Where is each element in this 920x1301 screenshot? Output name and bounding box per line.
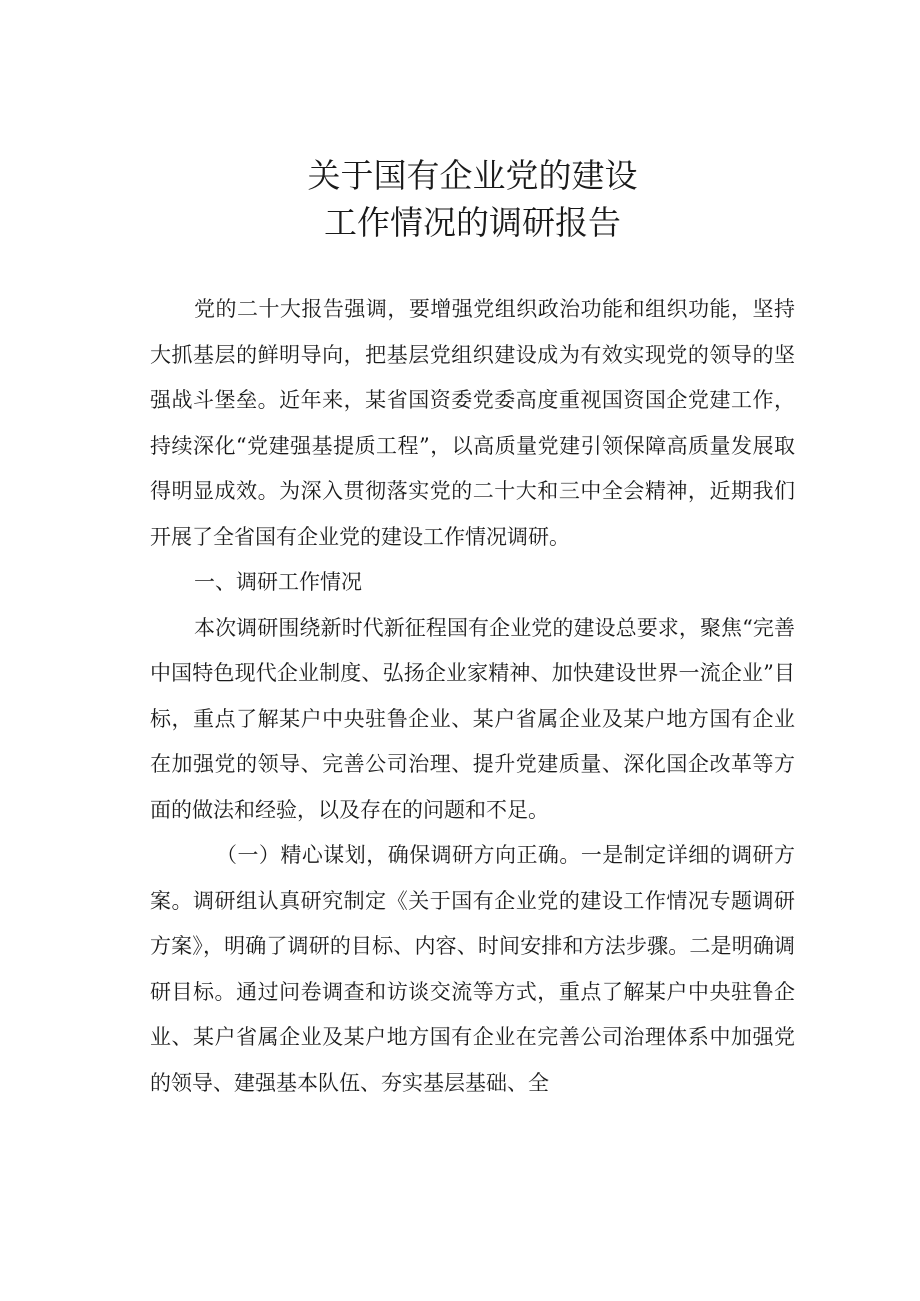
document-body [150,287,795,1106]
section-1-paragraph: 本次调研围绕新时代新征程国有企业党的建设总要求，聚焦“完善中国特色现代企业制度、弘扬企业家精神、加快建设世界一流企业”目标，重点了解某户中央驻鲁企业、某户省属企业及某户地方国有企业在加强党的领导、完善公司治理、提升党建质量、深化国企改革等方面的做法和经验，以及存在的问题和不足。 [150,615,795,822]
document-title [150,152,795,246]
section-heading-1: 一、调研工作情况 [194,570,362,594]
title-line-2: 工作情况的调研报告 [324,203,621,242]
subsection-1-paragraph: （一）精心谋划，确保调研方向正确。一是制定详细的调研方案。调研组认真研究制定《关于国有企业党的建设工作情况专题调研方案》，明确了调研的目标、内容、时间安排和方法步骤。二是明确调研目标。通过问卷调查和访谈交流等方式，重点了解某户中央驻鲁企业、某户省属企业及某户地方国有企业在完善公司治理体系中加强党的领导、建强基本队伍、夯实基层基础、全 [150,843,795,1095]
intro-paragraph: 党的二十大报告强调，要增强党组织政治功能和组织功能，坚持大抓基层的鲜明导向，把基层党组织建设成为有效实现党的领导的坚强战斗堡垒。近年来，某省国资委党委高度重视国资国企党建工作，持续深化“党建强基提质工程”，以高质量党建引领保障高质量发展取得明显成效。为深入贯彻落实党的二十大和三中全会精神，近期我们开展了全省国有企业党的建设工作情况调研。 [150,297,795,549]
title-line-1: 关于国有企业党的建设 [307,156,638,195]
